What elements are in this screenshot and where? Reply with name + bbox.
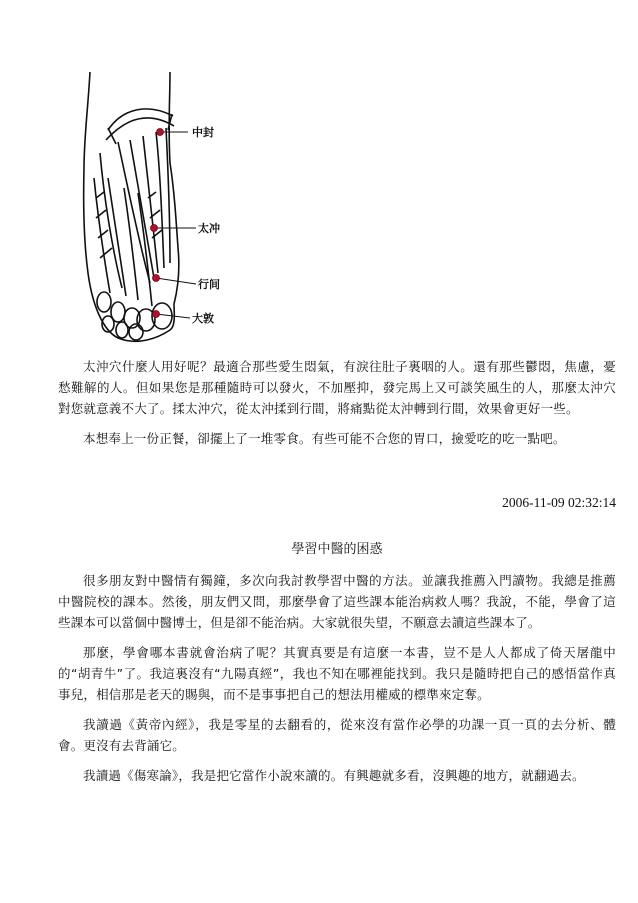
paragraph: 我讀過《黃帝內經》，我是零星的去翻看的，從來沒有當作必學的功課一頁一頁的去分析、體會。更沒有去背誦它。 (58, 717, 616, 753)
label-xingjian: 行间 (198, 278, 220, 291)
xingjian-point-marker (153, 275, 160, 282)
paragraph: 很多朋友對中醫情有獨鐘，多次向我討教學習中醫的方法。並讓我推薦入門讀物。我總是推薦中醫院校的課本。然後，朋友們又問，那麼學會了這些課本能治病救人嗎？我說，不能，學會了這些課本可以當個中醫博士，但是卻不能治病。大家就很失望，不願意去讀這些課本了。 (58, 573, 616, 630)
section1-text (58, 356, 616, 449)
zhongfeng-point-marker (157, 129, 164, 136)
paragraph: 那麼，學會哪本書就會治病了呢？其實真要是有這麼一本書，豈不是人人都成了倚天屠龍中的“胡青牛”了。我這裏沒有“九陽真經”，我也不知在哪裡能找到。我只是隨時把自己的感悟當作真事兒，相信那是老天的賜與，而不是事事把自己的想法用權威的標準來定奪。 (58, 645, 616, 702)
label-zhongfeng: 中封 (192, 126, 214, 139)
paragraph: 太沖穴什麼人用好呢？最適合那些愛生悶氣，有淚往肚子裏咽的人。還有那些鬱悶，焦慮，憂愁難解的人。但如果您是那種隨時可以發火，不加壓抑，發完馬上又可談笑風生的人，那麼太沖穴對您就意義不大了。揉太沖穴，從太沖揉到行間，將痛點從太沖轉到行間，效果會更好一些。 (58, 359, 616, 416)
foot-acupoint-illustration (78, 68, 248, 350)
section-title: 學習中醫的困惑 (291, 542, 383, 557)
taichong-point-marker (151, 225, 158, 232)
post-timestamp: 2006-11-09 02:32:14 (502, 495, 616, 510)
foot-drawing (78, 68, 248, 350)
paragraph: 我讀過《傷寒論》，我是把它當作小說來讀的。有興趣就多看，沒興趣的地方，就翻過去。 (83, 768, 585, 783)
section2-text (58, 570, 616, 786)
label-taichong: 太冲 (198, 222, 220, 235)
paragraph: 本想奉上一份正餐，卻擺上了一堆零食。有些可能不合您的胃口，撿愛吃的吃一點吧。 (83, 431, 566, 446)
label-dadun: 大敦 (192, 312, 214, 325)
dadun-point-marker (153, 311, 160, 318)
